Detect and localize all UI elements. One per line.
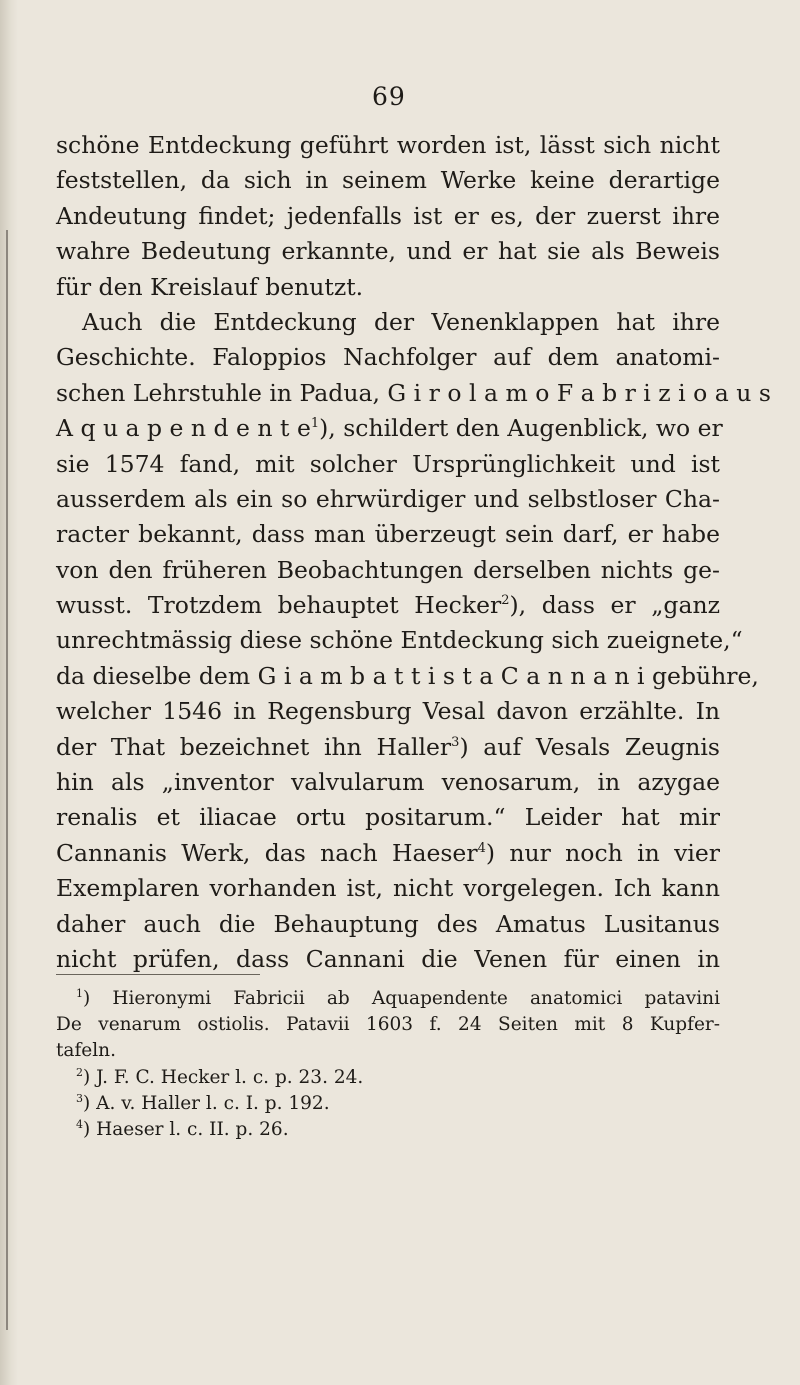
body-line: nicht prüfen, dass Cannani die Venen für einen in: [56, 944, 720, 973]
binding-edge-line: [6, 230, 8, 1330]
body-line: Cannanis Werk, das nach Haeser$^4$) nur noch in vier: [56, 838, 720, 867]
body-line: da dieselbe dem G i a m b a t t i s t a C a n n a n i gebühre,: [56, 661, 759, 690]
body-line: welcher 1546 in Regensburg Vesal davon erzählte. In: [56, 697, 720, 726]
body-line: renalis et iliacae ortu positarum.“ Leider hat mir: [56, 803, 720, 832]
page-gutter-shadow: [0, 0, 18, 1385]
body-line: für den Kreislauf benutzt.: [56, 272, 364, 301]
body-line: Andeutung findet; jedenfalls ist er es, der zuerst ihre: [56, 201, 720, 230]
body-line: von den früheren Beobachtungen derselben nichts ge-: [56, 555, 720, 584]
footnote-ref: 1: [310, 416, 320, 432]
body-line: racter bekannt, dass man überzeugt sein darf, er habe: [56, 520, 720, 549]
body-line-paragraph-start: Auch die Entdeckung der Venenklappen hat ihre: [82, 307, 720, 336]
body-line: wusst. Trotzdem behauptet Hecker$^2$), dass er „ganz: [56, 591, 720, 620]
body-line: schen Lehrstuhle in Padua, G i r o l a m o F a b r i z i o a u s: [56, 378, 771, 407]
footnote-ref: 2: [501, 593, 510, 609]
footnote-1-continued: De venarum ostiolis. Patavii 1603 f. 24 Seiten mit 8 Kupfer-: [56, 1014, 720, 1036]
body-text: [56, 128, 771, 977]
body-line: der That bezeichnet ihn Haller$^3$) auf Vesals Zeugnis: [56, 732, 720, 761]
footnote-1: $^1$) Hieronymi Fabricii ab Aquapendente anatomici patavini: [76, 987, 720, 1009]
page-number: 69: [372, 82, 406, 111]
body-line: unrechtmässig diese schöne Entdeckung sich zueignete,“: [56, 626, 743, 655]
footnote-divider: [56, 974, 260, 975]
body-line: A q u a p e n d e n t $e^1$), schildert den Augenblick, wo er: [56, 414, 723, 443]
body-line: schöne Entdeckung geführt worden ist, lässt sich nicht: [56, 131, 720, 159]
footnote-ref: 4: [477, 840, 486, 856]
footnote-ref: 3: [451, 734, 460, 750]
footnotes: [56, 986, 720, 1143]
body-line: Exemplaren vorhanden ist, nicht vorgelegen. Ich kann: [56, 874, 720, 903]
body-line: sie 1574 fand, mit solcher Ursprünglichkeit und ist: [56, 449, 720, 478]
body-line: Geschichte. Faloppios Nachfolger auf dem anatomi-: [56, 343, 720, 372]
footnote-1-continued: tafeln.: [56, 1040, 116, 1062]
footnote-4: $^4$) Haeser l. c. II. p. 26.: [76, 1117, 289, 1140]
footnote-2: $^2$) J. F. C. Hecker l. c. p. 23. 24.: [76, 1065, 364, 1088]
body-line: ausserdem als ein so ehrwürdiger und selbstloser Cha-: [56, 484, 720, 513]
footnote-3: $^3$) A. v. Haller l. c. I. p. 192.: [76, 1091, 330, 1114]
body-line: hin als „inventor valvularum venosarum, in azygae: [56, 768, 720, 797]
body-line: wahre Bedeutung erkannte, und er hat sie als Beweis: [56, 237, 720, 266]
body-line: feststellen, da sich in seinem Werke keine derartige: [56, 166, 720, 195]
body-line: daher auch die Behauptung des Amatus Lusitanus: [56, 909, 720, 938]
